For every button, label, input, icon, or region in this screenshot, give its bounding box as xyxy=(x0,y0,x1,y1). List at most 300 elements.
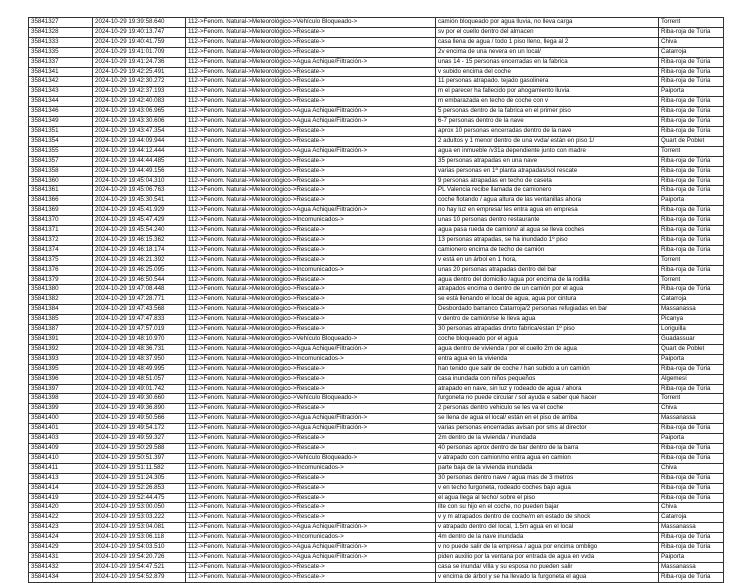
municipality-cell: Massanassa xyxy=(659,414,724,424)
category-cell: 112->Fenom. Natural->Meteorológico->Incomunicados-> xyxy=(186,354,436,364)
timestamp-cell: 2024-10-29 19:47:47.833 xyxy=(93,315,186,325)
table-row xyxy=(29,27,724,37)
table-row xyxy=(29,384,724,394)
timestamp-cell: 2024-10-29 19:44:44.485 xyxy=(93,156,186,166)
category-cell: 112->Fenom. Natural->Meteorológico->Agua Achique/Filtración-> xyxy=(186,344,436,354)
description-cell: 35 personas atrapadas en una nave xyxy=(436,156,659,166)
timestamp-cell: 2024-10-29 19:50:51.397 xyxy=(93,453,186,463)
municipality-cell: Paiporta xyxy=(659,552,724,562)
incident-id-cell: 35841375 xyxy=(29,255,93,265)
municipality-cell: Guadassuar xyxy=(659,335,724,345)
timestamp-cell: 2024-10-29 19:48:36.731 xyxy=(93,344,186,354)
incident-id-cell: 35841424 xyxy=(29,533,93,543)
incident-id-cell: 35841385 xyxy=(29,315,93,325)
incident-id-cell: 35841379 xyxy=(29,275,93,285)
incident-id-cell: 35841393 xyxy=(29,354,93,364)
municipality-cell: Torrent xyxy=(659,394,724,404)
category-cell: 112->Fenom. Natural->Meteorológico->Agua Achique/Filtración-> xyxy=(186,523,436,533)
category-cell: 112->Fenom. Natural->Meteorológico->Vehículo Bloqueado-> xyxy=(186,453,436,463)
incident-id-cell: 35841370 xyxy=(29,216,93,226)
description-cell: camión bloqueado por agua lluvia, no lleva carga xyxy=(436,18,659,28)
description-cell: 2m dentro de la vivienda / inundada xyxy=(436,434,659,444)
incident-id-cell: 35841351 xyxy=(29,126,93,136)
municipality-cell: Riba-roja de Túria xyxy=(659,443,724,453)
category-cell: 112->Fenom. Natural->Meteorológico->Rescate-> xyxy=(186,235,436,245)
timestamp-cell: 2024-10-29 19:47:28.771 xyxy=(93,295,186,305)
timestamp-cell: 2024-10-29 19:50:29.588 xyxy=(93,443,186,453)
category-cell: 112->Fenom. Natural->Meteorológico->Incomunicados-> xyxy=(186,216,436,226)
table-row xyxy=(29,87,724,97)
table-row xyxy=(29,216,724,226)
category-cell: 112->Fenom. Natural->Meteorológico->Rescate-> xyxy=(186,483,436,493)
municipality-cell: Paiporta xyxy=(659,196,724,206)
incident-id-cell: 35841358 xyxy=(29,166,93,176)
incident-id-cell: 35841342 xyxy=(29,77,93,87)
incident-id-cell: 35841409 xyxy=(29,443,93,453)
timestamp-cell: 2024-10-29 19:54:52.879 xyxy=(93,572,186,582)
timestamp-cell: 2024-10-29 19:45:47.429 xyxy=(93,216,186,226)
municipality-cell: Riba-roja de Túria xyxy=(659,77,724,87)
incident-id-cell: 35841396 xyxy=(29,374,93,384)
description-cell: PL Valencia recibe llamada de camionero xyxy=(436,186,659,196)
table-row xyxy=(29,206,724,216)
description-cell: m el parecer ha fallecido por ahogamiento lluvia xyxy=(436,87,659,97)
category-cell: 112->Fenom. Natural->Meteorológico->Rescate-> xyxy=(186,493,436,503)
municipality-cell: Chiva xyxy=(659,463,724,473)
timestamp-cell: 2024-10-29 19:46:18.174 xyxy=(93,245,186,255)
incident-id-cell: 35841419 xyxy=(29,493,93,503)
table-row xyxy=(29,503,724,513)
category-cell: 112->Fenom. Natural->Meteorológico->Rescate-> xyxy=(186,37,436,47)
table-row xyxy=(29,443,724,453)
description-cell: 11 personas atrapado. tejado gasolinera xyxy=(436,77,659,87)
timestamp-cell: 2024-10-29 19:53:04.081 xyxy=(93,523,186,533)
category-cell: 112->Fenom. Natural->Meteorológico->Agua Achique/Filtración-> xyxy=(186,424,436,434)
table-row xyxy=(29,136,724,146)
category-cell: 112->Fenom. Natural->Meteorológico->Agua Achique/Filtración-> xyxy=(186,117,436,127)
description-cell: entra agua en la vivienda xyxy=(436,354,659,364)
category-cell: 112->Fenom. Natural->Meteorológico->Rescate-> xyxy=(186,156,436,166)
timestamp-cell: 2024-10-29 19:48:51.057 xyxy=(93,374,186,384)
table-row xyxy=(29,562,724,572)
municipality-cell: Paiporta xyxy=(659,87,724,97)
timestamp-cell: 2024-10-29 19:49:59.327 xyxy=(93,434,186,444)
category-cell: 112->Fenom. Natural->Meteorológico->Rescate-> xyxy=(186,295,436,305)
municipality-cell: Riba-roja de Túria xyxy=(659,384,724,394)
incident-id-cell: 35841357 xyxy=(29,156,93,166)
table-row xyxy=(29,275,724,285)
table-row xyxy=(29,97,724,107)
category-cell: 112->Fenom. Natural->Meteorológico->Agua Achique/Filtración-> xyxy=(186,206,436,216)
category-cell: 112->Fenom. Natural->Meteorológico->Incomunicados-> xyxy=(186,265,436,275)
incident-id-cell: 35841349 xyxy=(29,117,93,127)
timestamp-cell: 2024-10-29 19:48:10.970 xyxy=(93,335,186,345)
incident-id-cell: 35841343 xyxy=(29,87,93,97)
timestamp-cell: 2024-10-29 19:47:08.448 xyxy=(93,285,186,295)
incident-id-cell: 35841376 xyxy=(29,265,93,275)
table-row xyxy=(29,572,724,582)
category-cell: 112->Fenom. Natural->Meteorológico->Incomunicados-> xyxy=(186,533,436,543)
description-cell: agua dentro del domicilio /agua por encima de la rodilla xyxy=(436,275,659,285)
timestamp-cell: 2024-10-29 19:46:15.362 xyxy=(93,235,186,245)
description-cell: furgoneta no puede circular / sol ayuda e saber qué hacer xyxy=(436,394,659,404)
timestamp-cell: 2024-10-29 19:42:37.193 xyxy=(93,87,186,97)
category-cell: 112->Fenom. Natural->Meteorológico->Rescate-> xyxy=(186,443,436,453)
description-cell: se está llenando el local de agua, agua por cintura xyxy=(436,295,659,305)
incident-id-cell: 35841420 xyxy=(29,503,93,513)
timestamp-cell: 2024-10-29 19:46:21.392 xyxy=(93,255,186,265)
municipality-cell: Riba-roja de Túria xyxy=(659,156,724,166)
table-row xyxy=(29,18,724,28)
description-cell: 9 personas atrapadas en techo de caseta xyxy=(436,176,659,186)
municipality-cell: Riba-roja de Túria xyxy=(659,176,724,186)
description-cell: el agua llega al techo/ sobre el piso xyxy=(436,493,659,503)
incident-id-cell: 35841371 xyxy=(29,226,93,236)
timestamp-cell: 2024-10-29 19:51:24.305 xyxy=(93,473,186,483)
category-cell: 112->Fenom. Natural->Meteorológico->Rescate-> xyxy=(186,186,436,196)
table-row xyxy=(29,126,724,136)
timestamp-cell: 2024-10-29 19:42:25.491 xyxy=(93,67,186,77)
municipality-cell: Riba-roja de Túria xyxy=(659,97,724,107)
incident-id-cell: 35841411 xyxy=(29,463,93,473)
municipality-cell: Riba-roja de Túria xyxy=(659,186,724,196)
category-cell: 112->Fenom. Natural->Meteorológico->Rescate-> xyxy=(186,275,436,285)
description-cell: v dentro de camión/se le lleva agua xyxy=(436,315,659,325)
table-row xyxy=(29,364,724,374)
incident-id-cell: 35841403 xyxy=(29,434,93,444)
municipality-cell: Riba-roja de Túria xyxy=(659,453,724,463)
incident-id-cell: 35841360 xyxy=(29,176,93,186)
timestamp-cell: 2024-10-29 19:54:20.726 xyxy=(93,552,186,562)
municipality-cell: Paiporta xyxy=(659,354,724,364)
municipality-cell: Catarroja xyxy=(659,513,724,523)
description-cell: varias personas encerradas avisan por sms al director xyxy=(436,424,659,434)
timestamp-cell: 2024-10-29 19:45:41.929 xyxy=(93,206,186,216)
table-row xyxy=(29,37,724,47)
timestamp-cell: 2024-10-29 19:54:03.510 xyxy=(93,543,186,553)
timestamp-cell: 2024-10-29 19:53:03.222 xyxy=(93,513,186,523)
incident-id-cell: 35841333 xyxy=(29,37,93,47)
municipality-cell: Riba-roja de Túria xyxy=(659,57,724,67)
category-cell: 112->Fenom. Natural->Meteorológico->Agua Achique/Filtración-> xyxy=(186,107,436,117)
description-cell: camionero encima de techo de camión xyxy=(436,245,659,255)
description-cell: v está en un árbol en 1 hora, xyxy=(436,255,659,265)
category-cell: 112->Fenom. Natural->Meteorológico->Incomunicados-> xyxy=(186,463,436,473)
timestamp-cell: 2024-10-29 19:44:09.944 xyxy=(93,136,186,146)
description-cell: 30 personas dentro nave / agua mas de 3 metros xyxy=(436,473,659,483)
municipality-cell: Riba-roja de Túria xyxy=(659,206,724,216)
description-cell: no hay luz en empresa/ les entra agua en empresa xyxy=(436,206,659,216)
category-cell: 112->Fenom. Natural->Meteorológico->Rescate-> xyxy=(186,404,436,414)
municipality-cell: Torrent xyxy=(659,255,724,265)
incident-id-cell: 35841354 xyxy=(29,136,93,146)
category-cell: 112->Fenom. Natural->Meteorológico->Rescate-> xyxy=(186,285,436,295)
description-cell: atrapado en nave, sin luz y rodeado de agua / ahora xyxy=(436,384,659,394)
timestamp-cell: 2024-10-29 19:45:30.541 xyxy=(93,196,186,206)
description-cell: 2v encima de una nevera en un local/ xyxy=(436,47,659,57)
table-row xyxy=(29,513,724,523)
description-cell: 6-7 personas dentro de la nave xyxy=(436,117,659,127)
incident-id-cell: 35841429 xyxy=(29,543,93,553)
description-cell: unas 10 personas dentro restaurante xyxy=(436,216,659,226)
incident-id-cell: 35841380 xyxy=(29,285,93,295)
description-cell: agua en inmueble /v31a dependiente junto con madre xyxy=(436,146,659,156)
timestamp-cell: 2024-10-29 19:43:47.354 xyxy=(93,126,186,136)
municipality-cell: Riba-roja de Túria xyxy=(659,107,724,117)
description-cell: agua dentro de vivienda / por el cuello 2m de agua xyxy=(436,344,659,354)
municipality-cell: Riba-roja de Túria xyxy=(659,226,724,236)
timestamp-cell: 2024-10-29 19:51:11.582 xyxy=(93,463,186,473)
timestamp-cell: 2024-10-29 19:47:43.568 xyxy=(93,305,186,315)
incident-id-cell: 35841410 xyxy=(29,453,93,463)
incident-id-cell: 35841423 xyxy=(29,523,93,533)
municipality-cell: Riba-roja de Túria xyxy=(659,216,724,226)
timestamp-cell: 2024-10-29 19:53:00.050 xyxy=(93,503,186,513)
description-cell: han tenido que salir de coche / han subido a un camión xyxy=(436,364,659,374)
description-cell: v encima de árbol y se ha llevado la furgoneta el agua xyxy=(436,572,659,582)
description-cell: casa se inunda/ vllla y su esposa no pueden salir xyxy=(436,562,659,572)
table-row xyxy=(29,493,724,503)
category-cell: 112->Fenom. Natural->Meteorológico->Vehículo Bloqueado-> xyxy=(186,394,436,404)
description-cell: 2 adultos y 1 menor dentro de una vvda/ están en piso 1/ xyxy=(436,136,659,146)
municipality-cell: Picanya xyxy=(659,315,724,325)
description-cell: unas 20 personas atrapadas dentro del bar xyxy=(436,265,659,275)
description-cell: atrapados encima o dentro de un camión por el agua xyxy=(436,285,659,295)
timestamp-cell: 2024-10-29 19:53:06.118 xyxy=(93,533,186,543)
municipality-cell: Riba-roja de Túria xyxy=(659,533,724,543)
table-row xyxy=(29,533,724,543)
incident-id-cell: 35841400 xyxy=(29,414,93,424)
timestamp-cell: 2024-10-29 19:49:36.890 xyxy=(93,404,186,414)
incident-id-cell: 35841432 xyxy=(29,562,93,572)
description-cell: v no puede salir de la empresa / agua por encima ombligo xyxy=(436,543,659,553)
table-row xyxy=(29,186,724,196)
incident-id-cell: 35841335 xyxy=(29,47,93,57)
timestamp-cell: 2024-10-29 19:48:49.995 xyxy=(93,364,186,374)
category-cell: 112->Fenom. Natural->Meteorológico->Rescate-> xyxy=(186,315,436,325)
table-row xyxy=(29,463,724,473)
description-cell: casa inundada con niños pequeños xyxy=(436,374,659,384)
description-cell: aprox 10 personas encerradas dentro de la nave xyxy=(436,126,659,136)
table-row xyxy=(29,434,724,444)
municipality-cell: Riba-roja de Túria xyxy=(659,543,724,553)
timestamp-cell: 2024-10-29 19:45:06.763 xyxy=(93,186,186,196)
table-row xyxy=(29,156,724,166)
table-row xyxy=(29,226,724,236)
incident-table-body xyxy=(29,18,724,583)
category-cell: 112->Fenom. Natural->Meteorológico->Rescate-> xyxy=(186,27,436,37)
table-row xyxy=(29,354,724,364)
municipality-cell: Catarroja xyxy=(659,295,724,305)
description-cell: casa llena de agua / todo 1 piso lleno, llega al 2 xyxy=(436,37,659,47)
table-row xyxy=(29,295,724,305)
incident-id-cell: 35841361 xyxy=(29,186,93,196)
incident-id-cell: 35841384 xyxy=(29,305,93,315)
category-cell: 112->Fenom. Natural->Meteorológico->Rescate-> xyxy=(186,562,436,572)
description-cell: v atrapado dentro del local, 1.5m agua en el local xyxy=(436,523,659,533)
category-cell: 112->Fenom. Natural->Meteorológico->Rescate-> xyxy=(186,47,436,57)
description-cell: parte baja de la vivienda inundada xyxy=(436,463,659,473)
table-row xyxy=(29,166,724,176)
description-cell: Desbordado barranco Catarroja/2 personas refugiadas en bar xyxy=(436,305,659,315)
table-row xyxy=(29,146,724,156)
municipality-cell: Riba-roja de Túria xyxy=(659,235,724,245)
incident-table xyxy=(28,17,724,583)
timestamp-cell: 2024-10-29 19:43:30.606 xyxy=(93,117,186,127)
timestamp-cell: 2024-10-29 19:46:25.095 xyxy=(93,265,186,275)
timestamp-cell: 2024-10-29 19:47:57.019 xyxy=(93,325,186,335)
timestamp-cell: 2024-10-29 19:41:24.736 xyxy=(93,57,186,67)
category-cell: 112->Fenom. Natural->Meteorológico->Rescate-> xyxy=(186,384,436,394)
municipality-cell: Riba-roja de Túria xyxy=(659,424,724,434)
incident-id-cell: 35841431 xyxy=(29,552,93,562)
incident-id-cell: 35841327 xyxy=(29,18,93,28)
municipality-cell: Riba-roja de Túria xyxy=(659,67,724,77)
table-row xyxy=(29,57,724,67)
category-cell: 112->Fenom. Natural->Meteorológico->Rescate-> xyxy=(186,325,436,335)
municipality-cell: Catarroja xyxy=(659,47,724,57)
table-row xyxy=(29,265,724,275)
description-cell: unas 14 - 15 personas encerradas en la fabrica xyxy=(436,57,659,67)
municipality-cell: Riba-roja de Túria xyxy=(659,572,724,582)
description-cell: se llena de agua el local/ están en el piso de arriba xyxy=(436,414,659,424)
incident-id-cell: 35841434 xyxy=(29,572,93,582)
timestamp-cell: 2024-10-29 19:49:54.172 xyxy=(93,424,186,434)
timestamp-cell: 2024-10-29 19:40:41.759 xyxy=(93,37,186,47)
category-cell: 112->Fenom. Natural->Meteorológico->Rescate-> xyxy=(186,374,436,384)
timestamp-cell: 2024-10-29 19:42:40.083 xyxy=(93,97,186,107)
table-row xyxy=(29,404,724,414)
timestamp-cell: 2024-10-29 19:41:01.709 xyxy=(93,47,186,57)
timestamp-cell: 2024-10-29 19:42:30.272 xyxy=(93,77,186,87)
category-cell: 112->Fenom. Natural->Meteorológico->Rescate-> xyxy=(186,166,436,176)
timestamp-cell: 2024-10-29 19:40:13.747 xyxy=(93,27,186,37)
description-cell: sv por el cuello dentro del almacen xyxy=(436,27,659,37)
category-cell: 112->Fenom. Natural->Meteorológico->Rescate-> xyxy=(186,255,436,265)
timestamp-cell: 2024-10-29 19:43:06.965 xyxy=(93,107,186,117)
table-row xyxy=(29,77,724,87)
description-cell: 5 personas dentro de la fabrica en el primer piso xyxy=(436,107,659,117)
category-cell: 112->Fenom. Natural->Meteorológico->Rescate-> xyxy=(186,473,436,483)
table-row xyxy=(29,47,724,57)
table-row xyxy=(29,374,724,384)
description-cell: 30 personas atrapadas dnrto fabrica/estan 1º piso xyxy=(436,325,659,335)
table-row xyxy=(29,176,724,186)
description-cell: 2 personas dentro vehiculo se les va el coche xyxy=(436,404,659,414)
description-cell: coche bloqueado por el agua xyxy=(436,335,659,345)
category-cell: 112->Fenom. Natural->Meteorológico->Rescate-> xyxy=(186,196,436,206)
timestamp-cell: 2024-10-29 19:52:26.853 xyxy=(93,483,186,493)
table-row xyxy=(29,117,724,127)
table-row xyxy=(29,344,724,354)
description-cell: llte con su hijo en el coche, no pueden bajar xyxy=(436,503,659,513)
timestamp-cell: 2024-10-29 19:54:47.521 xyxy=(93,562,186,572)
municipality-cell: Torrent xyxy=(659,146,724,156)
incident-id-cell: 35841413 xyxy=(29,473,93,483)
description-cell: agua pasa rueda de camion// al agua se lleva coches xyxy=(436,226,659,236)
municipality-cell: Torrent xyxy=(659,18,724,28)
municipality-cell: Riba-roja de Túria xyxy=(659,364,724,374)
table-row xyxy=(29,245,724,255)
municipality-cell: Torrent xyxy=(659,275,724,285)
timestamp-cell: 2024-10-29 19:49:01.742 xyxy=(93,384,186,394)
incident-id-cell: 35841387 xyxy=(29,325,93,335)
timestamp-cell: 2024-10-29 19:48:37.950 xyxy=(93,354,186,364)
category-cell: 112->Fenom. Natural->Meteorológico->Rescate-> xyxy=(186,87,436,97)
category-cell: 112->Fenom. Natural->Meteorológico->Rescate-> xyxy=(186,434,436,444)
municipality-cell: Quart de Poblet xyxy=(659,136,724,146)
municipality-cell: Riba-roja de Túria xyxy=(659,166,724,176)
municipality-cell: Riba-roja de Túria xyxy=(659,126,724,136)
municipality-cell: Massanassa xyxy=(659,523,724,533)
table-row xyxy=(29,305,724,315)
table-row xyxy=(29,424,724,434)
incident-id-cell: 35841374 xyxy=(29,245,93,255)
table-row xyxy=(29,107,724,117)
municipality-cell: Chiva xyxy=(659,37,724,47)
municipality-cell: Paiporta xyxy=(659,434,724,444)
municipality-cell: Massanassa xyxy=(659,562,724,572)
category-cell: 112->Fenom. Natural->Meteorológico->Rescate-> xyxy=(186,226,436,236)
municipality-cell: Riba-roja de Túria xyxy=(659,117,724,127)
municipality-cell: Riba-roja de Túria xyxy=(659,483,724,493)
timestamp-cell: 2024-10-29 19:44:12.444 xyxy=(93,146,186,156)
municipality-cell: Loriguilla xyxy=(659,325,724,335)
category-cell: 112->Fenom. Natural->Meteorológico->Rescate-> xyxy=(186,77,436,87)
category-cell: 112->Fenom. Natural->Meteorológico->Rescate-> xyxy=(186,503,436,513)
description-cell: piden auxilio por la ventana por entrada de agua en vvda xyxy=(436,552,659,562)
timestamp-cell: 2024-10-29 19:49:50.566 xyxy=(93,414,186,424)
municipality-cell: Riba-roja de Túria xyxy=(659,473,724,483)
table-row xyxy=(29,325,724,335)
description-cell: m embarazada en techo de coche con v xyxy=(436,97,659,107)
table-row xyxy=(29,315,724,325)
municipality-cell: Massanassa xyxy=(659,305,724,315)
category-cell: 112->Fenom. Natural->Meteorológico->Rescate-> xyxy=(186,126,436,136)
incident-id-cell: 35841369 xyxy=(29,206,93,216)
municipality-cell: Algemesí xyxy=(659,374,724,384)
category-cell: 112->Fenom. Natural->Meteorológico->Agua Achique/Filtración-> xyxy=(186,146,436,156)
table-row xyxy=(29,394,724,404)
timestamp-cell: 2024-10-29 19:45:54.240 xyxy=(93,226,186,236)
incident-id-cell: 35841399 xyxy=(29,404,93,414)
table-row xyxy=(29,414,724,424)
municipality-cell: Quart de Poblet xyxy=(659,344,724,354)
description-cell: v subido encima del coche xyxy=(436,67,659,77)
category-cell: 112->Fenom. Natural->Meteorológico->Rescate-> xyxy=(186,136,436,146)
incident-id-cell: 35841337 xyxy=(29,57,93,67)
category-cell: 112->Fenom. Natural->Meteorológico->Vehículo Bloqueado-> xyxy=(186,18,436,28)
table-row xyxy=(29,235,724,245)
incident-id-cell: 35841341 xyxy=(29,67,93,77)
description-cell: 4m dentro de la nave inundada xyxy=(436,533,659,543)
municipality-cell: Chiva xyxy=(659,503,724,513)
table-row xyxy=(29,255,724,265)
incident-id-cell: 35841398 xyxy=(29,394,93,404)
category-cell: 112->Fenom. Natural->Meteorológico->Agua Achique/Filtración-> xyxy=(186,414,436,424)
category-cell: 112->Fenom. Natural->Meteorológico->Rescate-> xyxy=(186,97,436,107)
category-cell: 112->Fenom. Natural->Meteorológico->Vehículo Bloqueado-> xyxy=(186,335,436,345)
incident-id-cell: 35841414 xyxy=(29,483,93,493)
timestamp-cell: 2024-10-29 19:39:58.640 xyxy=(93,18,186,28)
incident-id-cell: 35841346 xyxy=(29,107,93,117)
category-cell: 112->Fenom. Natural->Meteorológico->Rescate-> xyxy=(186,572,436,582)
description-cell: v atrapado con camion/no entra agua en camion xyxy=(436,453,659,463)
municipality-cell: Chiva xyxy=(659,404,724,414)
description-cell: v en techo furgoneta, rodeado coches bajo agua xyxy=(436,483,659,493)
timestamp-cell: 2024-10-29 19:46:50.544 xyxy=(93,275,186,285)
category-cell: 112->Fenom. Natural->Meteorológico->Rescate-> xyxy=(186,364,436,374)
